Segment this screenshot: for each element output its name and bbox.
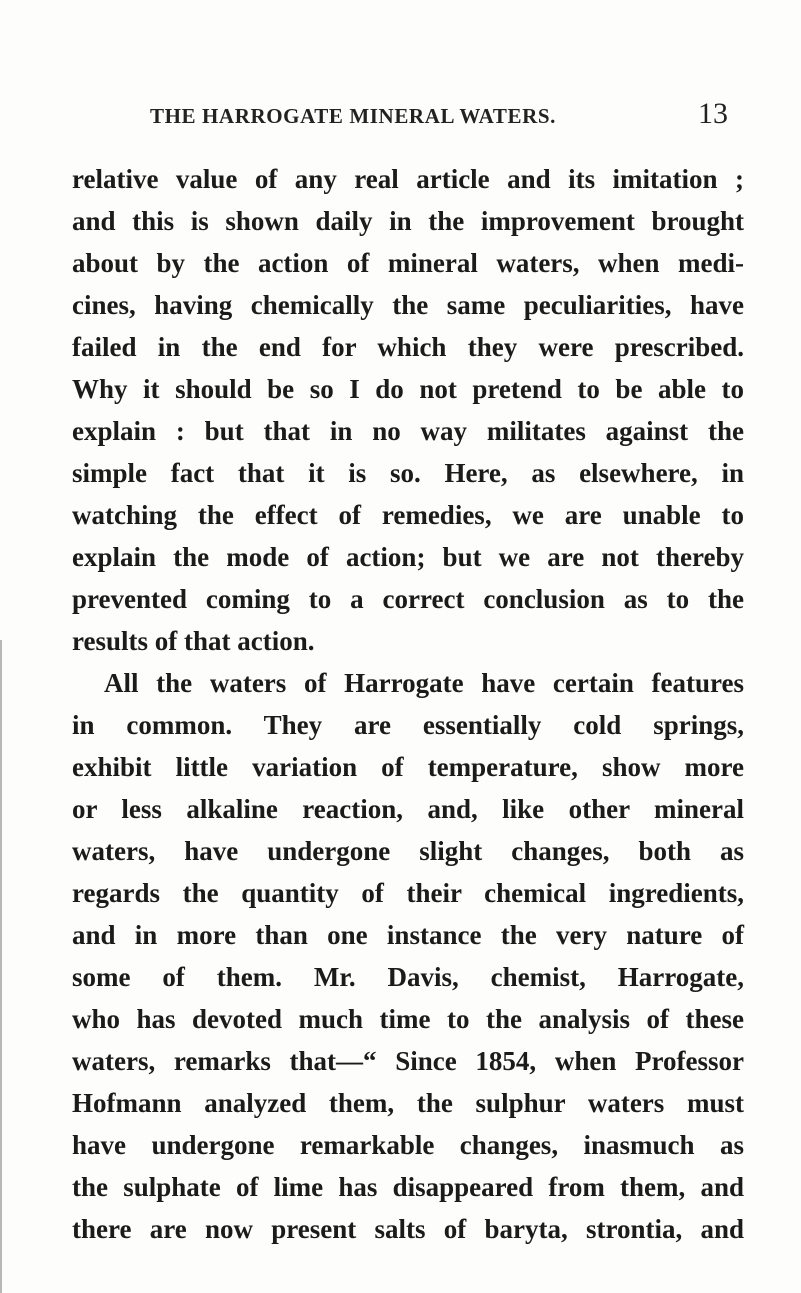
text-line: watching the effect of remedies, we are unable to [72,500,744,530]
text-line: or less alkaline reaction, and, like other mineral [72,794,744,824]
text-line: Why it should be so I do not pretend to be able to [72,374,744,404]
text-line: cines, having chemically the same peculiarities, have [72,290,744,320]
page-gutter-edge [0,640,2,1293]
text-line: some of them. Mr. Davis, chemist, Harrogate, [72,962,744,992]
text-line: and this is shown daily in the improvement brought [72,206,744,236]
text-line: the sulphate of lime has disappeared from them, and [72,1172,744,1202]
text-line: Hofmann analyzed them, the sulphur waters must [72,1088,744,1118]
text-line: about by the action of mineral waters, when medi- [72,248,744,278]
text-line: waters, remarks that—“ Since 1854, when Professor [72,1046,744,1076]
text-line: waters, have undergone slight changes, both as [72,836,744,866]
text-line: exhibit little variation of temperature, show more [72,752,744,782]
text-line: who has devoted much time to the analysis of these [72,1004,744,1034]
text-line: simple fact that it is so. Here, as elsewhere, in [72,458,744,488]
page-number: 13 [698,97,728,130]
running-head: THE HARROGATE MINERAL WATERS. [150,104,556,128]
text-line: explain the mode of action; but we are not thereby [72,542,744,572]
text-line: relative value of any real article and its imitation ; [72,164,744,194]
text-line: results of that action. [72,626,315,656]
text-line: prevented coming to a correct conclusion as to the [72,584,744,614]
body-text [72,158,744,1250]
text-line: failed in the end for which they were prescribed. [72,332,744,362]
text-line: All the waters of Harrogate have certain features [104,668,744,698]
text-line: and in more than one instance the very nature of [72,920,744,950]
text-line: regards the quantity of their chemical ingredients, [72,878,744,908]
text-line: in common. They are essentially cold springs, [72,710,744,740]
text-line: have undergone remarkable changes, inasmuch as [72,1130,744,1160]
text-line: there are now present salts of baryta, strontia, and [72,1214,744,1244]
text-line: explain : but that in no way militates against the [72,416,744,446]
